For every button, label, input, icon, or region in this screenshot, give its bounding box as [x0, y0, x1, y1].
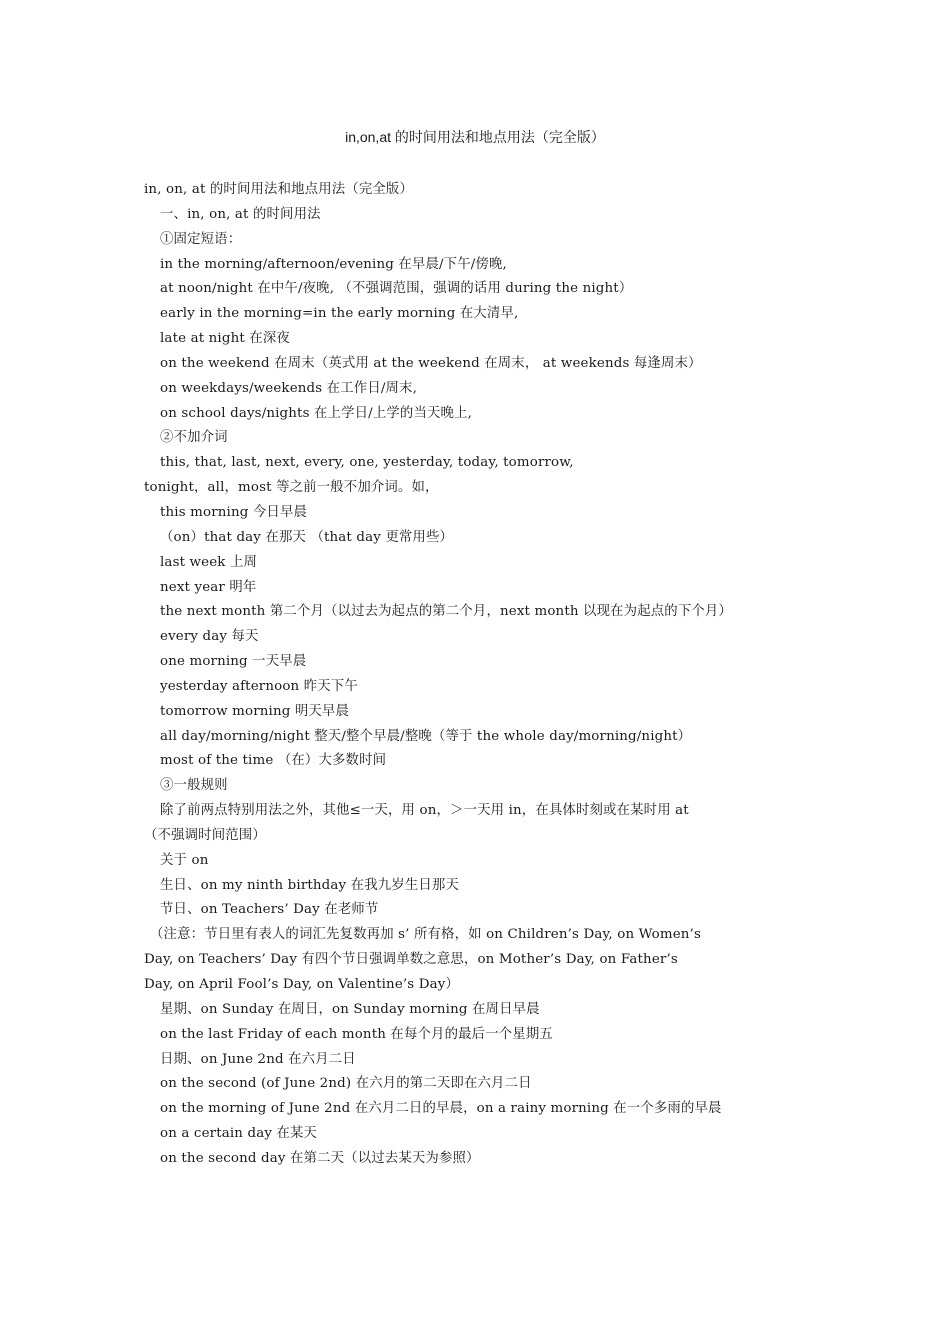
text-line: on the second (of June 2nd) 在六月的第二天即在六月二日 — [160, 1076, 532, 1092]
text-line: Day, on Teachers’ Day 有四个节日强调单数之意思，on Mother’s Day, on Father’s — [144, 952, 678, 968]
text-line: on the second day 在第二天（以过去某天为参照） — [160, 1150, 480, 1166]
text-line: early in the morning=in the early morning 在大清早, — [160, 306, 519, 322]
text-line: yesterday afternoon 昨天下午 — [160, 678, 358, 694]
subheading-general-rules: ③一般规则 — [160, 778, 228, 794]
text-line: this, that, last, next, every, one, yesterday, today, tomorrow, — [160, 455, 574, 471]
subheading-fixed-phrases: ①固定短语： — [160, 231, 242, 247]
text-line: at noon/night 在中午/夜晚, （不强调范围，强调的话用 during the night） — [160, 281, 633, 297]
text-line: every day 每天 — [160, 629, 259, 645]
text-line: on a certain day 在某天 — [160, 1126, 318, 1142]
subheading-no-preposition: ②不加介词 — [160, 430, 228, 446]
section-heading-time-usage: 一、in, on, at 的时间用法 — [160, 206, 321, 222]
document-title: in,on,at 的时间用法和地点用法（完全版） — [345, 129, 605, 145]
text-line: on weekdays/weekends 在工作日/周末, — [160, 380, 418, 396]
text-line: （不强调时间范围） — [144, 827, 266, 843]
text-line: on the last Friday of each month 在每个月的最后一个星期五 — [160, 1026, 553, 1042]
text-line: on the morning of June 2nd 在六月二日的早晨，on a rainy morning 在一个多雨的早晨 — [160, 1101, 722, 1117]
body-heading: in, on, at 的时间用法和地点用法（完全版） — [144, 182, 413, 197]
text-line: next year 明年 — [160, 579, 257, 595]
text-line: 节日、on Teachers’ Day 在老师节 — [160, 902, 379, 918]
text-line: last week 上周 — [160, 554, 258, 570]
text-line: 除了前两点特别用法之外，其他≤一天，用 on，＞一天用 in，在具体时刻或在某时用 at — [160, 803, 689, 819]
text-line: 星期、on Sunday 在周日，on Sunday morning 在周日早晨 — [160, 1001, 540, 1017]
text-line: Day, on April Fool’s Day, on Valentine’s Day） — [144, 977, 460, 992]
text-line: most of the time （在）大多数时间 — [160, 753, 387, 769]
text-line: tomorrow morning 明天早晨 — [160, 703, 350, 719]
text-line: （on）that day 在那天 （that day 更常用些） — [160, 529, 454, 545]
text-line: the next month 第二个月（以过去为起点的第二个月，next month 以现在为起点的下个月） — [160, 604, 732, 620]
text-line: on school days/nights 在上学日/上学的当天晚上, — [160, 405, 473, 421]
text-line: （注意：节日里有表人的词汇先复数再加 s’ 所有格，如 on Children’s Day, on Women’s — [150, 927, 701, 943]
text-line: tonight，all，most 等之前一般不加介词。如， — [144, 480, 439, 496]
text-line: on the weekend 在周末（英式用 at the weekend 在周末， at weekends 每逢周末） — [160, 355, 702, 371]
document-body — [144, 178, 809, 1172]
text-line: late at night 在深夜 — [160, 331, 290, 347]
text-line: one morning 一天早晨 — [160, 654, 307, 670]
text-line: in the morning/afternoon/evening 在早晨/下午/傍晚, — [160, 256, 507, 272]
text-line: 生日、on my ninth birthday 在我九岁生日那天 — [160, 877, 459, 893]
text-line: all day/morning/night 整天/整个早晨/整晚（等于 the whole day/morning/night） — [160, 728, 692, 744]
text-line: 关于 on — [160, 852, 209, 868]
text-line: this morning 今日早晨 — [160, 504, 308, 520]
text-line: 日期、on June 2nd 在六月二日 — [160, 1051, 356, 1067]
